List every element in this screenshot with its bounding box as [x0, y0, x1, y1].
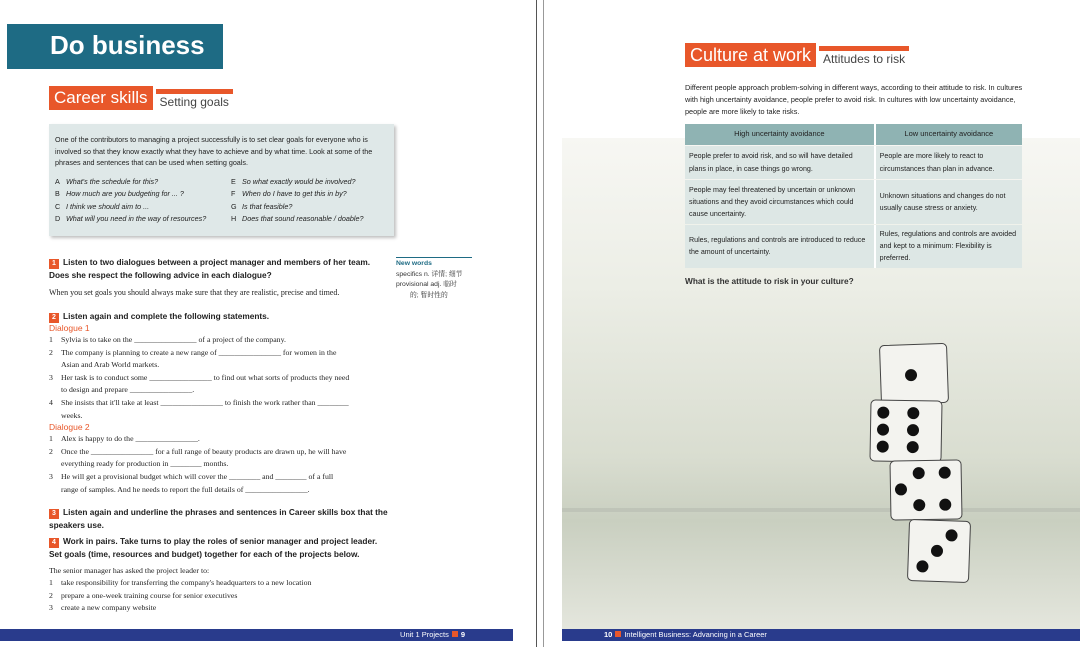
item-number: 2: [49, 590, 53, 600]
die-pip: [907, 441, 919, 453]
die-third: [889, 459, 962, 520]
left-page: [0, 0, 536, 647]
advice-text: When you set goals you should always make sure that they are realistic, precise and timed.: [49, 287, 340, 297]
exercise-instruction: Listen again and complete the following statements.: [63, 311, 270, 321]
item-number: 3: [49, 603, 53, 613]
table-cell: Rules, regulations and controls are avoided and kept to a minimum: Flexibility is preferred.: [874, 225, 1022, 268]
die-pip: [877, 440, 889, 452]
item-number: [49, 458, 61, 471]
item-text: create a new company website: [61, 603, 157, 613]
phrase-item: [231, 201, 391, 214]
item-number: 3: [49, 372, 53, 382]
item-text: range of samples. And he needs to report the full details of ________________.: [61, 484, 310, 494]
phrase-text: Is that feasible?: [242, 201, 293, 211]
item-number: 1: [49, 578, 53, 587]
phrase-letter: D: [55, 214, 61, 223]
table-header-high: High uncertainty avoidance: [685, 124, 874, 145]
item-number: [49, 384, 61, 397]
item-text: take responsibility for transferring the company's headquarters to a new location: [61, 578, 312, 587]
new-word-specifics: specifics n. 详情; 细节: [396, 270, 463, 278]
phrase-item: [55, 176, 231, 189]
exercise-number: 2: [49, 313, 59, 323]
die-pip: [945, 529, 957, 541]
item-text: everything ready for production in ________ months.: [61, 459, 229, 469]
exercise-instruction: Work in pairs. Take turns to play the roles of senior manager and project leader. Set goals (time, resources and budget) together for each of the projects below.: [49, 536, 378, 559]
item-text: Asian and Arab World markets.: [61, 360, 160, 370]
exercise-number: 1: [49, 259, 59, 269]
culture-at-work-title: [685, 43, 909, 67]
item-number: 2: [49, 446, 53, 456]
discussion-question: What is the attitude to risk in your culture?: [685, 276, 854, 286]
item-text: Once the ________________ for a full range of beauty products are drawn up, he will have: [61, 446, 347, 456]
phrase-item: [231, 213, 391, 226]
table-row: [685, 225, 1022, 268]
career-skills-box: [49, 124, 394, 236]
phrase-list: [55, 176, 388, 226]
die-pip: [939, 499, 951, 511]
exercise-instruction: Listen to two dialogues between a project manager and members of her team. Does she respect the following advice in each dialogue?: [49, 257, 371, 280]
phrase-text: Does that sound reasonable / doable?: [242, 214, 364, 223]
item-number: [49, 410, 61, 423]
die-pip: [907, 407, 919, 419]
list-item: [49, 397, 394, 410]
phrase-item: [231, 176, 391, 189]
exercise-3: [49, 506, 389, 532]
item-text: prepare a one-week training course for senior executives: [61, 590, 238, 600]
item-text: to design and prepare ________________.: [61, 385, 195, 395]
die-pip: [913, 499, 925, 511]
phrase-item: [55, 213, 231, 226]
item-number: 1: [49, 434, 53, 444]
phrase-letter: C: [55, 201, 61, 211]
section-banner: Do business: [7, 24, 223, 69]
career-skills-heading: Career skills: [49, 86, 153, 110]
item-text: She insists that it'll take at least ________________ to finish the work rather than ________: [61, 397, 349, 407]
left-footer: [0, 629, 513, 641]
list-item: [49, 433, 394, 446]
table-cell: People may feel threatened by uncertain or unknown situations and they avoid circumstances which could cause uncertainty.: [685, 180, 874, 224]
die-top: [879, 343, 949, 405]
list-item: [49, 602, 389, 615]
footer-unit: Unit 1 Projects: [400, 630, 449, 639]
footer-book-title: Intelligent Business: Advancing in a Career: [624, 630, 767, 639]
die-pip: [895, 483, 907, 495]
item-number: 2: [49, 347, 53, 357]
table-header-low: Low uncertainty avoidance: [874, 124, 1022, 145]
item-number: 3: [49, 471, 53, 481]
table-row: [685, 146, 1022, 179]
career-skills-title: [49, 86, 233, 110]
new-words-box: [396, 257, 472, 301]
die-pip: [877, 406, 889, 418]
box-intro: One of the contributors to managing a project successfully is to set clear goals for everyone who is involved so that they know exactly what they have to achieve and by what time. Look at some of the phrases and sentences that can be used when setting goals.: [55, 135, 373, 167]
table-cell: Rules, regulations and controls are introduced to reduce the amount of uncertainty.: [685, 225, 874, 268]
die-bottom: [907, 519, 971, 583]
dialogue-1-items: [49, 334, 394, 422]
die-pip: [907, 424, 919, 436]
dialogue-1-label: Dialogue 1: [49, 323, 90, 333]
die-pip: [877, 423, 889, 435]
phrase-text: I think we should aim to ...: [66, 201, 150, 211]
phrase-text: What's the schedule for this?: [66, 176, 159, 186]
footer-square-icon: [615, 631, 621, 637]
item-text: He will get a provisional budget which will cover the ________ and ________ of a full: [61, 471, 334, 481]
phrase-text: What will you need in the way of resources?: [66, 214, 207, 223]
dialogue-2-label: Dialogue 2: [49, 422, 90, 433]
phrase-text: So what exactly would be involved?: [242, 176, 356, 186]
list-item: [49, 334, 394, 347]
list-item: [49, 577, 389, 590]
item-text: The company is planning to create a new range of ________________ for women in the: [61, 347, 337, 357]
culture-heading: Culture at work: [685, 43, 816, 67]
list-item: [49, 446, 394, 459]
table-cell: People are more likely to react to circumstances than plan in advance.: [874, 146, 1022, 179]
phrase-letter: A: [55, 176, 60, 186]
career-skills-subheading: Setting goals: [156, 89, 233, 110]
die-pip: [916, 560, 928, 572]
horizon-line: [562, 508, 1080, 512]
phrase-item: [55, 188, 231, 201]
die-pip: [939, 467, 951, 479]
new-word-provisional-cont: 的; 暂时性的: [410, 291, 448, 299]
list-item: [49, 410, 394, 423]
table-row: [685, 180, 1022, 224]
phrase-text: How much are you budgeting for ... ?: [66, 189, 184, 198]
page-gutter: [536, 0, 544, 647]
new-word-provisional: provisional adj. 临时: [396, 281, 457, 288]
item-number: [49, 484, 61, 497]
phrase-letter: H: [231, 214, 237, 223]
right-footer: [562, 629, 1080, 641]
list-item: [49, 458, 394, 471]
culture-subheading: Attitudes to risk: [819, 46, 909, 67]
footer-page-number: 10: [604, 630, 613, 639]
list-item: [49, 359, 394, 372]
die-pip: [931, 545, 943, 557]
item-number: 1: [49, 335, 53, 344]
exercise-number: 3: [49, 509, 59, 519]
phrase-letter: E: [231, 176, 236, 186]
die-pip: [905, 369, 917, 381]
phrase-item: [55, 201, 231, 214]
exercise-instruction: Listen again and underline the phrases and sentences in Career skills box that the speakers use.: [49, 507, 388, 530]
new-words-heading: New words: [396, 257, 472, 270]
item-number: [49, 359, 61, 372]
exercise-2: [49, 310, 394, 496]
right-page: [544, 0, 1080, 647]
table-cell: Unknown situations and changes do not usually cause stress or anxiety.: [874, 180, 1022, 224]
item-text: Alex is happy to do the ________________.: [61, 434, 200, 444]
die-second: [869, 399, 942, 462]
table-cell: People prefer to avoid risk, and so will have detailed plans in place, in case things go wrong.: [685, 146, 874, 179]
exercise-4-items: [49, 577, 389, 615]
list-item: [49, 590, 389, 603]
list-item: [49, 484, 394, 497]
die-pip: [913, 467, 925, 479]
culture-intro: Different people approach problem-solving in different ways, according to their attitude to risk. In cultures with high uncertainty avoidance, people prefer to avoid risk. In cultures with low uncertainty avoidance, people are more likely to take risks.: [685, 83, 1023, 116]
item-text: Her task is to conduct some ________________ to find out what sorts of products they need: [61, 372, 350, 382]
list-item: [49, 471, 394, 484]
exercise-4: [49, 535, 389, 615]
item-text: Sylvia is to take on the ________________ of a project of the company.: [61, 335, 286, 344]
dialogue-2-items: [49, 433, 394, 496]
phrase-letter: B: [55, 189, 60, 198]
phrase-letter: G: [231, 201, 237, 211]
list-item: [49, 372, 394, 385]
exercise-1: [49, 256, 379, 299]
footer-page-number: 9: [460, 630, 465, 639]
list-item: [49, 384, 394, 397]
footer-square-icon: [452, 631, 458, 637]
uncertainty-table: [685, 123, 1022, 269]
list-item: [49, 347, 394, 360]
phrase-item: [231, 188, 391, 201]
exercise-4-lead: The senior manager has asked the project leader to:: [49, 565, 210, 575]
phrase-letter: F: [231, 189, 236, 198]
item-text: weeks.: [61, 410, 83, 420]
exercise-number: 4: [49, 538, 59, 548]
item-number: 4: [49, 397, 53, 407]
phrase-text: When do I have to get this in by?: [242, 189, 347, 198]
